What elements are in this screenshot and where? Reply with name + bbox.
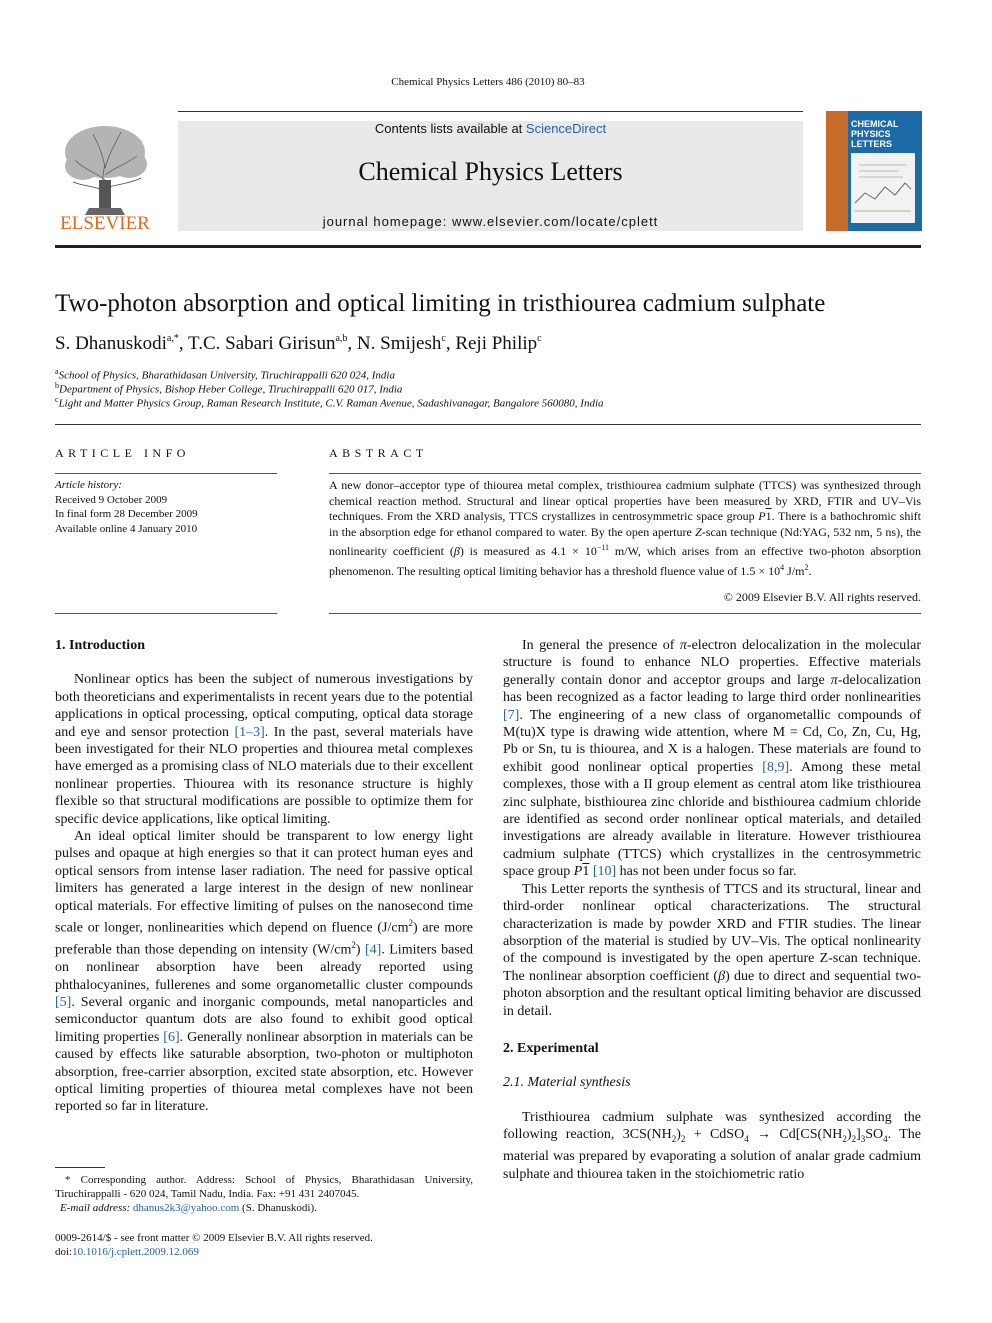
author-affiliation-marker[interactable]: c (537, 333, 542, 344)
text-segment: -delocalization has been recognized as a factor leading to large third order nonlinearities (503, 672, 921, 706)
online-date: Available online 4 January 2010 (55, 522, 198, 535)
text-segment: -electron delocalization in the molecular structure is found to enhance NLO properties. Effective materials generally contain donor and acceptor groups and large (503, 638, 921, 688)
text-segment: + CdSO (685, 1127, 745, 1143)
text-segment: ) (846, 1127, 852, 1143)
subscript: 2 (842, 1133, 847, 1144)
exponent: 2 (408, 918, 413, 929)
header-top-rule (178, 111, 803, 112)
cover-graphic-icon (851, 153, 915, 223)
affiliation-marker: b (55, 381, 59, 390)
author-name: S. Dhanuskodi (55, 333, 167, 354)
abstract-segment: -scan technique (Nd:YAG, 532 nm, 5 ns), the nonlinearity coefficient ( (329, 524, 921, 559)
beta-symbol: β (718, 968, 726, 984)
text-segment: ) are more preferable than those depending on intensity (W/cm (55, 920, 473, 958)
author-separator: , (178, 333, 189, 354)
text-segment: Nonlinear optics has been the subject of numerous investigations by both theoreticians and experimentalists in recent years due to the potential applications in optical processing, optical computing, optical data storage and eye and sensor protection (55, 672, 473, 740)
cover-figure (851, 153, 915, 223)
text-segment: ) (676, 1127, 681, 1143)
text-segment: SO (865, 1127, 884, 1143)
citation-link[interactable]: [10] (592, 864, 617, 880)
intro-paragraph-4 (503, 881, 921, 1020)
experimental-paragraph-1 (503, 1109, 921, 1183)
abstract-segment: J/m (784, 563, 805, 578)
text-segment: . In the past, several materials have been investigated for their NLO properties and thiourea metal complexes have emerged as a promising class of NLO materials due to their excellent nonlinear properties. Thiourea with its resonance structure is highly flexible so that structural modifications are possible to optimize them for specific device applications, like optical limiting. (55, 724, 473, 827)
citation-link[interactable]: [4] (365, 942, 382, 958)
journal-cover-image[interactable] (826, 111, 922, 231)
email-owner: (S. Dhanuskodi). (239, 1202, 317, 1214)
subsection-heading-material-synthesis: 2.1. Material synthesis (503, 1075, 631, 1091)
asterisk-marker: * (65, 1174, 81, 1186)
cover-title (851, 119, 899, 149)
article-history (55, 478, 198, 536)
issn-line: 0009-2614/$ - see front matter © 2009 Elsevier B.V. All rights reserved. (55, 1232, 373, 1244)
received-date: Received 9 October 2009 (55, 493, 168, 506)
space-group-number: 1 (582, 864, 590, 880)
abstract-segment: ) is measured as 4.1 × 10 (459, 544, 597, 559)
corresponding-author-footnote (55, 1173, 473, 1215)
affiliation (55, 381, 402, 396)
abstract-segment: . There is a bathochromic shift in the absorption edge for ethanol compared to water. By the open aperture (329, 509, 921, 539)
abstract-segment: m/W, which arises from an effective two-photon absorption phenomenon. The resulting optical limiting behavior has a threshold fluence value of 1.5 × 10 (329, 544, 922, 578)
text-segment: ] (856, 1127, 861, 1143)
citation-link[interactable]: [6] (163, 1029, 180, 1045)
cover-title-line: PHYSICS (851, 129, 891, 139)
footnote-rule (55, 1167, 105, 1168)
text-segment: → Cd[CS(NH (748, 1127, 843, 1143)
author-name: N. Smijesh (356, 333, 442, 354)
email-link[interactable]: dhanus2k3@yahoo.com (132, 1202, 240, 1214)
journal-homepage[interactable]: journal homepage: www.elsevier.com/locate/cplett (322, 214, 659, 229)
intro-paragraph-3 (503, 637, 921, 881)
beta-symbol: β (453, 544, 460, 559)
affiliation-marker: c (55, 395, 59, 404)
contents-line (178, 121, 803, 136)
elsevier-wordmark: ELSEVIER (60, 213, 150, 232)
abstract-rule (329, 473, 921, 474)
text-segment: . Several organic and inorganic compounds, metal nanoparticles and semiconductor quantum dots are also found to exhibit good optical limiting properties (55, 995, 473, 1045)
intro-paragraph-1 (55, 671, 473, 828)
author-name: Reji Philip (455, 333, 538, 354)
abstract-segment: . (808, 563, 812, 578)
affiliation-text: School of Physics, Bharathidasan University, Tiruchirappalli 620 024, India (58, 369, 395, 382)
journal-banner (178, 121, 803, 231)
footnote-text: Corresponding author. Address: School of Physics, Bharathidasan University, Tiruchirappalli - 620 024, Tamil Nadu, India. Fax: +91 431 2407045. (55, 1174, 473, 1200)
exponent: 2 (351, 940, 356, 951)
author-list (55, 333, 542, 355)
intro-paragraph-2 (55, 828, 473, 1116)
citation-link[interactable]: [7] (503, 707, 520, 723)
author-affiliation-marker[interactable]: a,b (335, 333, 348, 344)
affiliation (55, 395, 604, 410)
subscript: 4 (744, 1133, 749, 1144)
exponent: 2 (804, 562, 809, 572)
text-segment: An ideal optical limiter should be transparent to low energy light pulses and opaque at high energies so that it can protect human eyes and optical sensors from intense laser radiation. The need for passive optical limiters has generated a large interest in the design of new nonlinear optical materials. For effective limiting of pulses on the nanosecond time scale or longer, nonlinearities which depend on fluence (J/cm (55, 829, 473, 936)
email-label: E-mail address: (60, 1202, 131, 1214)
author-name: T.C. Sabari Girisun (188, 333, 336, 354)
elsevier-logo[interactable] (55, 120, 155, 232)
contents-prefix: Contents lists available at (374, 121, 526, 136)
right-column (503, 637, 921, 1183)
author-separator: , (347, 333, 357, 354)
article-title: Two-photon absorption and optical limiting in tristhiourea cadmium sulphate (55, 290, 826, 317)
space-group-number: 1 (765, 509, 772, 524)
abstract-copyright: © 2009 Elsevier B.V. All rights reserved. (723, 590, 921, 604)
space-group: P (758, 509, 766, 524)
author-affiliation-marker[interactable]: a,* (166, 333, 179, 344)
elsevier-tree-icon (55, 120, 155, 232)
affiliation-text: Light and Matter Physics Group, Raman Research Institute, C.V. Raman Avenue, Sadashivanagar, Bangalore 560080, India (58, 397, 604, 410)
author-separator: , (445, 333, 456, 354)
text-segment: Tristhiourea cadmium sulphate was synthesized according the following reaction, 3CS(NH (503, 1109, 921, 1143)
sciencedirect-link[interactable]: ScienceDirect (525, 121, 607, 136)
affiliation (55, 367, 395, 382)
exponent: −11 (596, 543, 610, 553)
section-heading-experimental: 2. Experimental (503, 1040, 599, 1056)
affiliation-marker: a (55, 367, 59, 376)
abstract-segment: A new donor–acceptor type of thiourea metal complex, tristhiourea cadmium sulphate (TTCS) was synthesized through chemical reaction method. Structural and linear optical properties have been measured by XRD, FTIR and UV–Vis techniques. From the XRD analysis, TTCS crystallizes in centrosymmetric space group (329, 478, 921, 524)
subscript: 2 (671, 1133, 677, 1144)
text-segment: ) (355, 942, 365, 958)
text-segment: In general the presence of (522, 638, 680, 653)
affiliation-text: Department of Physics, Bishop Heber College, Tiruchirappalli 620 017, India (59, 383, 403, 396)
citation-link[interactable]: [5] (55, 995, 72, 1011)
revised-date: In final form 28 December 2009 (55, 508, 198, 520)
text-segment: . Limiters based on nonlinear absorption have been already reported using phthalocyanines, fullerenes and some organometallic cluster compounds (55, 942, 474, 993)
article-info-rule (55, 473, 277, 474)
text-segment: ) due to direct and sequential two-photon absorption and the resultant optical limiting behavior are discussed in detail. (503, 968, 921, 1019)
abstract-text (329, 478, 921, 580)
pi-symbol: π (830, 672, 838, 688)
cover-side-strip (826, 111, 848, 231)
left-column (55, 637, 473, 1116)
header-bottom-rule (55, 245, 921, 248)
text-segment: . The engineering of a new class of organometallic compounds of M(tu)X type is drawing wide attention, where M = Cd, Co, Zn, Cu, Hg, Pb or Sn, tu is thiourea, and X is a halogen. These materials are found to exhibit good nonlinear optical properties (503, 707, 921, 775)
author-affiliation-marker[interactable]: c (441, 333, 446, 344)
space-group: P (573, 864, 583, 880)
front-matter-info (55, 1231, 373, 1259)
exponent: 4 (780, 562, 785, 572)
text-segment: has not been under focus so far. (616, 864, 797, 880)
abstract-heading: ABSTRACT (329, 446, 428, 460)
subscript: 3 (860, 1133, 866, 1144)
citation-link[interactable]: [1–3] (234, 724, 265, 740)
doi-prefix: doi: (55, 1246, 73, 1258)
doi-link[interactable]: 10.1016/j.cplett.2009.12.069 (72, 1246, 199, 1258)
journal-name: Chemical Physics Letters (358, 157, 623, 186)
pi-symbol: π (679, 638, 687, 653)
running-head: Chemical Physics Letters 486 (2010) 80–83 (391, 76, 585, 88)
affiliation-rule (55, 424, 921, 425)
cover-title-line: CHEMICAL (851, 119, 899, 129)
z-symbol: Z (695, 524, 702, 539)
subscript: 4 (883, 1133, 888, 1144)
text-segment: . Among these metal complexes, those with a II group element as central atom like tristhiourea zinc sulphate, bisthiourea zinc chloride and bisthiourea cadmium chloride are identified as second order nonlinear optical materials, and detailed investigations are already available in literature. However tristhiourea cadmium sulphate (TTCS) which crystallizes in the centrosymmetric space group (503, 759, 921, 880)
section-heading-introduction: 1. Introduction (55, 638, 145, 653)
history-label: Article history: (55, 479, 122, 491)
text-segment: . Generally nonlinear absorption in materials can be caused by effects like saturable absorption, two-photon or multiphoton absorption, free-carrier absorption, excited state absorption, etc. However optical limiting properties of thiourea metal complexes have not been reported so far in literature. (55, 1029, 473, 1115)
cover-title-line: LETTERS (851, 139, 893, 149)
subscript: 2 (851, 1133, 857, 1144)
article-info-heading: ARTICLE INFO (55, 446, 190, 460)
text-segment: . The material was prepared by evaporating a solution of analar grade cadmium sulphate and thiourea taken in the stoichiometric ratio (503, 1127, 921, 1182)
abstract-bottom-rule (329, 613, 921, 614)
citation-link[interactable]: [8,9] (762, 759, 790, 775)
article-info-bottom-rule (55, 613, 277, 614)
text-segment: This Letter reports the synthesis of TTCS and its structural, linear and third-order nonlinear optical characterizations. The structural characterization is made by powder XRD and FTIR studies. The linear absorption of the material is studied by UV–Vis. The optical nonlinearity of the compound is investigated by the open aperture Z-scan technique. The nonlinear absorption coefficient ( (503, 881, 921, 984)
subscript: 2 (680, 1133, 686, 1144)
